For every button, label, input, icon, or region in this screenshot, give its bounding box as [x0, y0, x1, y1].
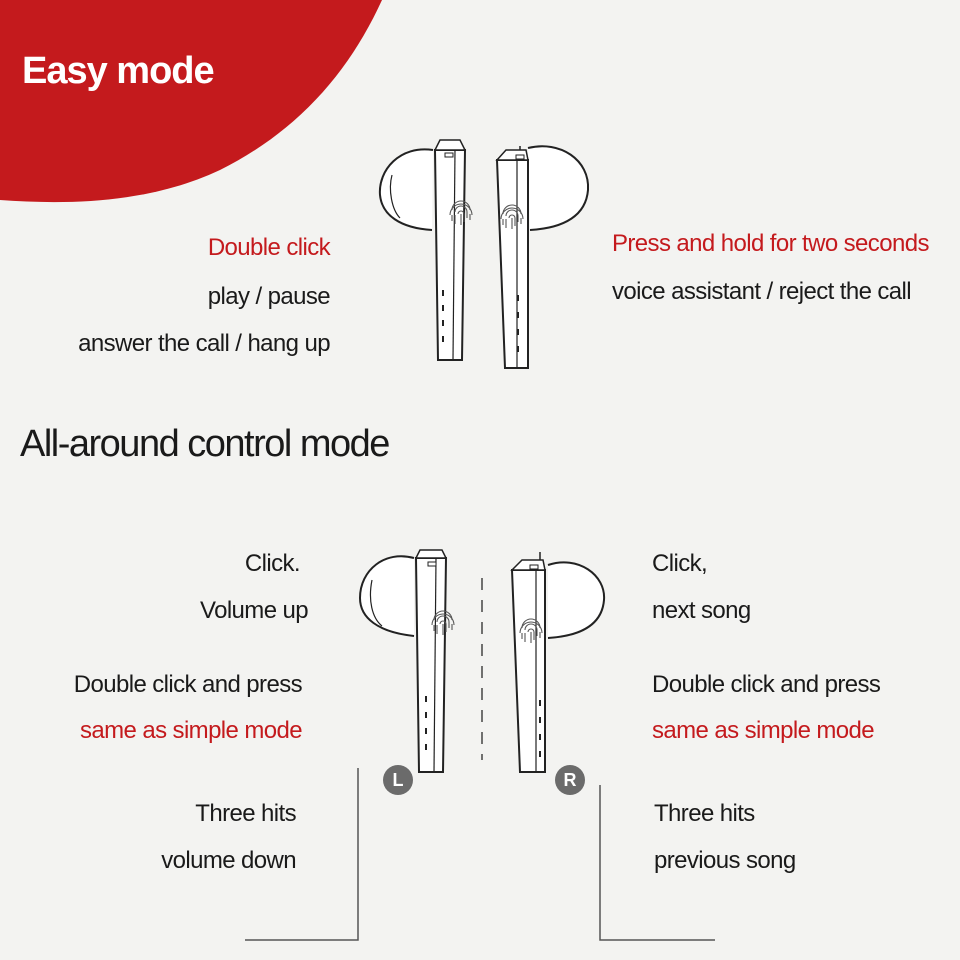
- easy-mode-title: Easy mode: [22, 50, 214, 92]
- right-badge: R: [555, 765, 585, 795]
- earbud-left-icon: [380, 140, 465, 360]
- left-double-note: same as simple mode: [79, 717, 302, 744]
- easy-left-function-2: answer the call / hang up: [78, 330, 330, 357]
- right-triple-label: Three hits: [654, 800, 755, 827]
- earbud-right-icon: [497, 146, 588, 368]
- right-click-label: Click,: [652, 550, 708, 577]
- easy-left-action: Double click: [207, 234, 330, 261]
- right-triple-function: previous song: [654, 847, 796, 874]
- right-double-note: same as simple mode: [652, 717, 875, 744]
- earbud-left-icon: [360, 550, 446, 772]
- left-double-label: Double click and press: [73, 671, 302, 698]
- left-triple-function: volume down: [161, 847, 296, 874]
- left-click-label: Click.: [244, 550, 300, 577]
- all-around-title: All-around control mode: [20, 423, 389, 465]
- right-double-label: Double click and press: [652, 671, 881, 698]
- left-badge: L: [383, 765, 413, 795]
- easy-right-action: Press and hold for two seconds: [612, 230, 929, 257]
- easy-right-function-1: voice assistant / reject the call: [612, 278, 912, 305]
- left-click-function: Volume up: [199, 597, 308, 624]
- left-triple-label: Three hits: [195, 800, 296, 827]
- easy-left-function-1: play / pause: [207, 283, 330, 310]
- right-click-function: next song: [652, 597, 751, 624]
- earbud-right-icon: [512, 552, 604, 772]
